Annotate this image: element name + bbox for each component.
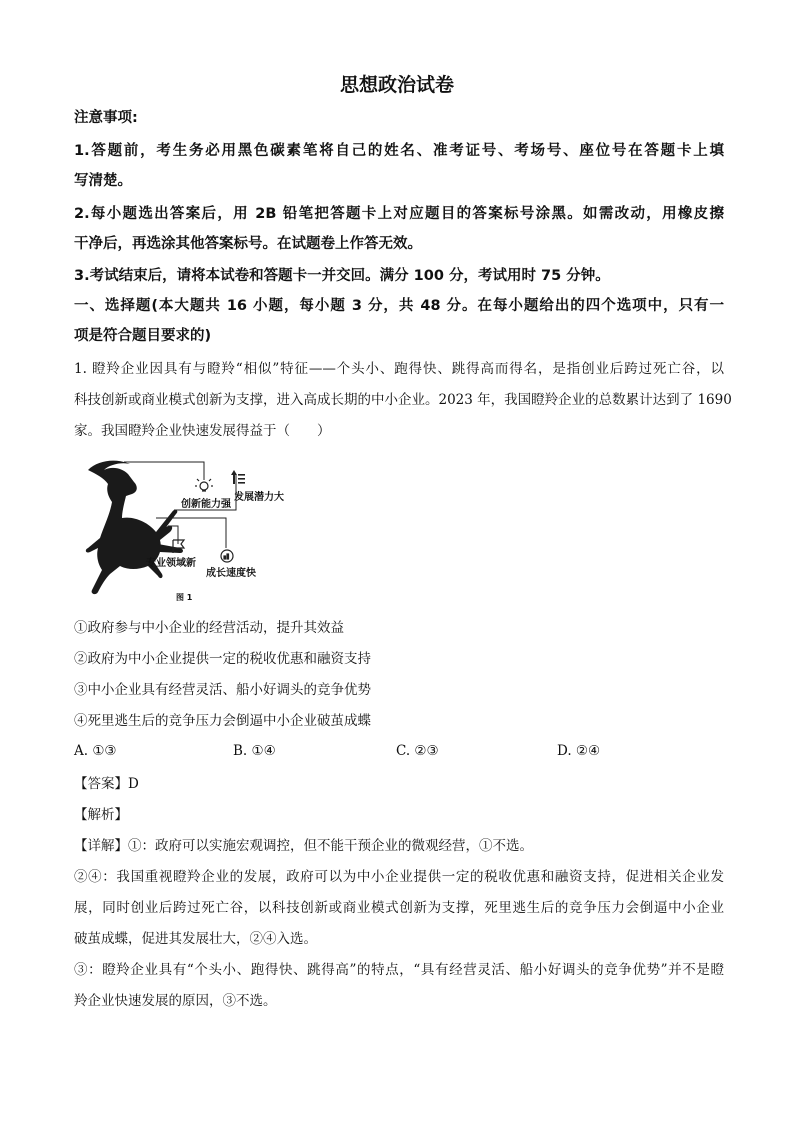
- detail-line-6: 羚企业快速发展的原因，③不选。: [74, 993, 277, 1009]
- option-c: C. ②③: [396, 743, 439, 759]
- option-d: D. ②④: [557, 743, 601, 759]
- gazelle-silhouette: [86, 461, 183, 595]
- statement-2: ②政府为中小企业提供一定的税收优惠和融资支持: [74, 651, 371, 667]
- option-b: B. ①④: [233, 743, 276, 759]
- detail-line-5: ③：瞪羚企业具有“个头小、跑得快、跳得高”的特点，“具有经营灵活、船小好调头的竞争优势”并不是瞪: [74, 962, 724, 978]
- section-heading-line-1: 一、选择题(本大题共 16 小题，每小题 3 分，共 48 分。在每小题给出的四个选项中，只有一: [74, 298, 724, 314]
- figure-label-domain: 专业领域新: [146, 558, 196, 569]
- lightbulb-icon: [195, 479, 213, 491]
- option-a: A. ①③: [74, 743, 117, 759]
- question-1-stem-line-3: 家。我国瞪羚企业快速发展得益于（ ）: [74, 423, 331, 439]
- answer: 【答案】D: [74, 776, 139, 792]
- figure-label-innovation: 创新能力强: [181, 499, 231, 510]
- detail-line-1: 【详解】①：政府可以实施宏观调控，但不能干预企业的微观经营，①不选。: [74, 838, 533, 854]
- question-1-stem-line-1: 1. 瞪羚企业因具有与瞪羚“相似”特征——个头小、跑得快、跳得高而得名，是指创业后跨过死亡谷，以: [74, 361, 724, 377]
- notice-item-2-line-1: 2.每小题选出答案后，用 2B 铅笔把答题卡上对应题目的答案标号涂黑。如需改动，用橡皮擦: [74, 206, 724, 222]
- figure-gazelle: [76, 452, 306, 607]
- figure-label-potential: 发展潜力大: [234, 492, 284, 503]
- detail-line-4: 破茧成蝶，促进其发展壮大，②④入选。: [74, 931, 317, 947]
- notice-heading: 注意事项:: [74, 110, 138, 126]
- statement-4: ④死里逃生后的竞争压力会倒逼中小企业破茧成蝶: [74, 713, 371, 729]
- page-title: 思想政治试卷: [339, 74, 454, 96]
- figure-label-growth: 成长速度快: [206, 568, 256, 579]
- section-heading-line-2: 项是符合题目要求的): [74, 328, 212, 344]
- chart-icon: [221, 550, 233, 562]
- notice-item-2-line-2: 干净后，再选涂其他答案标号。在试题卷上作答无效。: [74, 236, 422, 252]
- gazelle-figure-svg: [76, 452, 306, 607]
- bar-growth-icon: [231, 470, 245, 484]
- detail-line-3: 展，同时创业后跨过死亡谷，以科技创新或商业模式创新为支撑，死里逃生后的竞争压力会倒逼中小企业: [74, 900, 724, 916]
- figure-caption: 图 1: [176, 593, 193, 602]
- statement-3: ③中小企业具有经营灵活、船小好调头的竞争优势: [74, 682, 371, 698]
- question-1-stem-line-2: 科技创新或商业模式创新为支撑，进入高成长期的中小企业。2023 年，我国瞪羚企业的总数累计达到了 1690: [74, 392, 732, 408]
- notice-item-1-line-2: 写清楚。: [74, 173, 132, 189]
- detail-line-2: ②④：我国重视瞪羚企业的发展，政府可以为中小企业提供一定的税收优惠和融资支持，促进相关企业发: [74, 869, 724, 885]
- notice-item-3: 3.考试结束后，请将本试卷和答题卡一并交回。满分 100 分，考试用时 75 分钟。: [74, 268, 610, 284]
- notice-item-1-line-1: 1.答题前，考生务必用黑色碳素笔将自己的姓名、准考证号、考场号、座位号在答题卡上填: [74, 143, 724, 159]
- statement-1: ①政府参与中小企业的经营活动，提升其效益: [74, 620, 344, 636]
- analysis-heading: 【解析】: [74, 807, 128, 823]
